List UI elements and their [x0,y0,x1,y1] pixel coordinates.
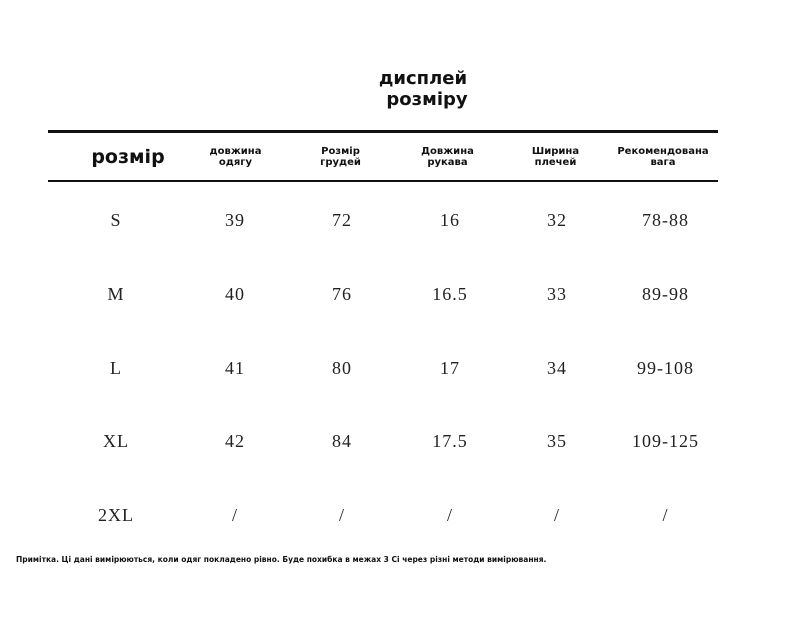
header-sleeve [400,133,495,180]
header-weight-label: Рекомендована вага [617,145,709,168]
table-row [48,495,718,535]
cell-chest: 72 [332,209,352,230]
cell-shoulder: 33 [547,283,567,304]
cell-size: M [107,283,125,304]
cell-length: 39 [225,209,245,230]
chart-title [0,68,790,110]
cell-chest: 76 [332,283,352,304]
table-row [48,200,718,240]
cell-shoulder: / [553,504,560,525]
cell-size: L [110,357,122,378]
cell-sleeve: 17.5 [432,430,468,451]
table-header [48,133,718,180]
table-row [48,348,718,388]
cell-sleeve: 16 [440,209,460,230]
header-chest-label: Розмір грудей [320,145,361,168]
header-size-label: розмір [91,145,165,168]
table-row [48,274,718,314]
cell-chest: / [338,504,345,525]
cell-weight: 78-88 [642,209,689,230]
header-size [68,133,188,180]
cell-weight: / [662,504,669,525]
table-row [48,421,718,461]
cell-length: 41 [225,357,245,378]
header-length-label: довжина одягу [209,145,262,168]
header-length [188,133,283,180]
title-line-1: дисплей [378,68,468,89]
cell-sleeve: / [446,504,453,525]
measurement-note: Примітка. Ці дані вимірюються, коли одяг покладено рівно. Буде похибка в межах 3 Сі через різні методи вимірювання. [16,555,547,564]
cell-weight: 99-108 [637,357,694,378]
header-weight [608,133,718,180]
cell-chest: 84 [332,430,352,451]
cell-shoulder: 34 [547,357,567,378]
cell-size: S [110,209,122,230]
cell-length: 42 [225,430,245,451]
cell-length: 40 [225,283,245,304]
cell-sleeve: 16.5 [432,283,468,304]
cell-weight: 89-98 [642,283,689,304]
cell-size: 2XL [98,504,134,525]
cell-sleeve: 17 [440,357,460,378]
cell-chest: 80 [332,357,352,378]
cell-shoulder: 32 [547,209,567,230]
title-line-2: розміру [386,89,468,110]
cell-weight: 109-125 [632,430,699,451]
cell-length: / [231,504,238,525]
header-sleeve-label: Довжина рукава [421,145,474,168]
cell-shoulder: 35 [547,430,567,451]
table-header-rule [48,180,718,182]
cell-size: XL [103,430,129,451]
header-chest [293,133,388,180]
header-shoulder [508,133,603,180]
header-shoulder-label: Ширина плечей [531,145,580,168]
